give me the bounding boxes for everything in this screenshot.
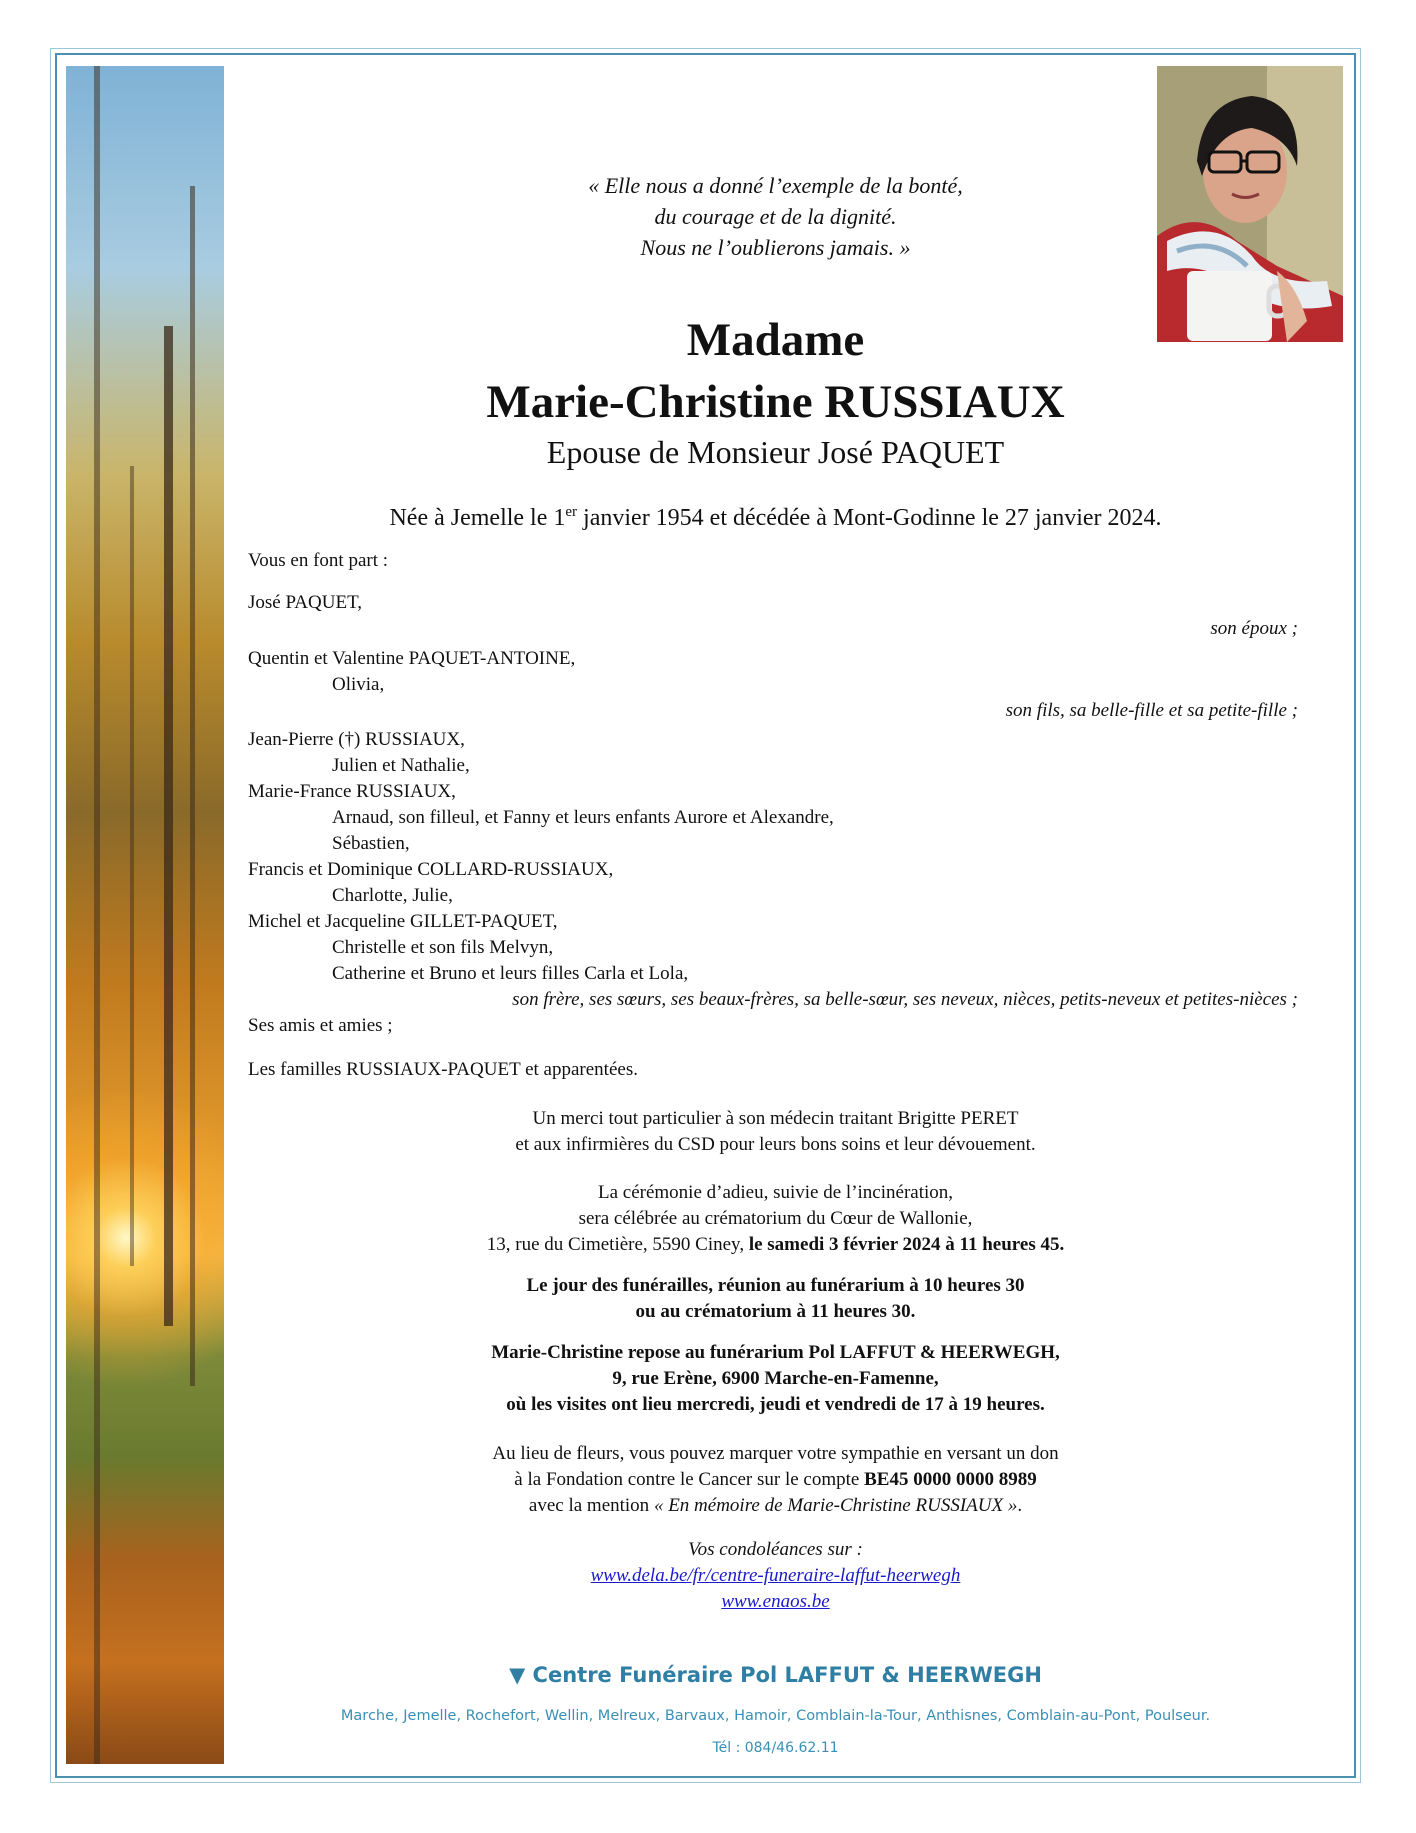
donation-line bbox=[224, 1493, 1327, 1519]
memorial-quote bbox=[224, 170, 1327, 263]
rest-paragraph bbox=[224, 1340, 1327, 1418]
ceremony-paragraph bbox=[224, 1180, 1327, 1258]
sibling-line: Francis et Dominique COLLARD-RUSSIAUX, bbox=[248, 859, 614, 880]
son-relation: son fils, sa belle-fille et sa petite-fille ; bbox=[1005, 700, 1298, 721]
spouse-entry bbox=[248, 590, 1298, 642]
quote-line: « Elle nous a donné l’exemple de la bonté, bbox=[588, 173, 963, 198]
footer-logo-triangle-icon: ▼ bbox=[509, 1663, 533, 1687]
bank-account: BE45 0000 0000 8989 bbox=[864, 1469, 1037, 1490]
sibling-line: Sébastien, bbox=[332, 833, 410, 854]
rest-line: Marie-Christine repose au funérarium Pol LAFFUT & HEERWEGH, bbox=[491, 1342, 1060, 1363]
footer-phone: Tél : 084/46.62.11 bbox=[712, 1740, 839, 1756]
donation-paragraph bbox=[224, 1441, 1327, 1519]
siblings-entry bbox=[248, 727, 1298, 1039]
condolences-label: Vos condoléances sur : bbox=[688, 1539, 863, 1560]
friends-line: Ses amis et amies ; bbox=[248, 1015, 393, 1036]
spouse-line: Epouse de Monsieur José PAQUET bbox=[546, 434, 1005, 470]
families-line: Les familles RUSSIAUX-PAQUET et apparentées. bbox=[248, 1059, 638, 1080]
ceremony-line bbox=[224, 1232, 1327, 1258]
meeting-paragraph bbox=[224, 1273, 1327, 1325]
mention-text: « En mémoire de Marie-Christine RUSSIAUX » bbox=[653, 1495, 1018, 1516]
meeting-line: Le jour des funérailles, réunion au funérarium à 10 heures 30 bbox=[526, 1275, 1025, 1296]
son-entry bbox=[248, 646, 1298, 724]
born-prefix: Née à Jemelle le 1 bbox=[389, 505, 566, 531]
deceased-name: Marie-Christine RUSSIAUX bbox=[486, 376, 1065, 428]
ceremony-address: 13, rue du Cimetière, 5590 Ciney, bbox=[486, 1234, 749, 1255]
sibling-line: Catherine et Bruno et leurs filles Carla et Lola, bbox=[332, 963, 689, 984]
mention-suffix: . bbox=[1017, 1495, 1023, 1516]
sibling-line: Christelle et son fils Melvyn, bbox=[332, 937, 554, 958]
footer-title: Centre Funéraire Pol LAFFUT & HEERWEGH bbox=[532, 1663, 1042, 1687]
quote-line: du courage et de la dignité. bbox=[654, 204, 897, 229]
ceremony-date: le samedi 3 février 2024 à 11 heures 45. bbox=[748, 1234, 1065, 1255]
siblings-relation: son frère, ses sœurs, ses beaux-frères, sa belle-sœur, ses neveux, nièces, petits-neveux et petites-nièces ; bbox=[512, 989, 1298, 1010]
quote-line: Nous ne l’oublierons jamais. » bbox=[640, 235, 911, 260]
footer-cities: Marche, Jemelle, Rochefort, Wellin, Melreux, Barvaux, Hamoir, Comblain-la-Tour, Anthisnes, Comblain-au-Pont, Poulseur. bbox=[340, 1708, 1211, 1724]
thanks-paragraph bbox=[224, 1106, 1327, 1158]
sibling-line: Jean-Pierre (†) RUSSIAUX, bbox=[248, 729, 465, 750]
son-child: Olivia, bbox=[332, 674, 385, 695]
condolences-link-enaos[interactable]: www.enaos.be bbox=[721, 1591, 830, 1612]
son-line: Quentin et Valentine PAQUET-ANTOINE, bbox=[248, 648, 576, 669]
footer-brand bbox=[224, 1663, 1327, 1687]
birth-death-line bbox=[224, 496, 1327, 534]
donation-line bbox=[224, 1467, 1327, 1493]
family-intro: Vous en font part : bbox=[248, 550, 389, 571]
sibling-line: Michel et Jacqueline GILLET-PAQUET, bbox=[248, 911, 558, 932]
sibling-line: Charlotte, Julie, bbox=[332, 885, 453, 906]
mention-prefix: avec la mention bbox=[528, 1495, 654, 1516]
sibling-line: Julien et Nathalie, bbox=[332, 755, 470, 776]
rest-line: 9, rue Erène, 6900 Marche-en-Famenne, bbox=[612, 1368, 939, 1389]
meeting-line: ou au crématorium à 11 heures 30. bbox=[635, 1301, 916, 1322]
born-suffix: janvier 1954 et décédée à Mont-Godinne le 27 janvier 2024. bbox=[577, 505, 1162, 531]
ceremony-line: sera célébrée au crématorium du Cœur de Wallonie, bbox=[578, 1208, 973, 1229]
spouse-name: José PAQUET, bbox=[248, 592, 363, 613]
autumn-forest-image bbox=[66, 66, 224, 1764]
thanks-line: et aux infirmières du CSD pour leurs bons soins et leur dévouement. bbox=[515, 1134, 1036, 1155]
donation-line: Au lieu de fleurs, vous pouvez marquer votre sympathie en versant un don bbox=[492, 1443, 1059, 1464]
donation-prefix: à la Fondation contre le Cancer sur le compte bbox=[514, 1469, 865, 1490]
condolences-link-dela[interactable]: www.dela.be/fr/centre-funeraire-laffut-heerwegh bbox=[590, 1565, 961, 1586]
rest-line: où les visites ont lieu mercredi, jeudi et vendredi de 17 à 19 heures. bbox=[506, 1394, 1045, 1415]
born-sup: er bbox=[565, 504, 578, 520]
ceremony-line: La cérémonie d’adieu, suivie de l’incinération, bbox=[597, 1182, 954, 1203]
title-honorific: Madame bbox=[686, 314, 865, 366]
sibling-line: Arnaud, son filleul, et Fanny et leurs enfants Aurore et Alexandre, bbox=[332, 807, 834, 828]
thanks-line: Un merci tout particulier à son médecin traitant Brigitte PERET bbox=[532, 1108, 1019, 1129]
sibling-line: Marie-France RUSSIAUX, bbox=[248, 781, 456, 802]
condolences-section bbox=[224, 1537, 1327, 1615]
spouse-relation: son époux ; bbox=[1210, 618, 1298, 639]
